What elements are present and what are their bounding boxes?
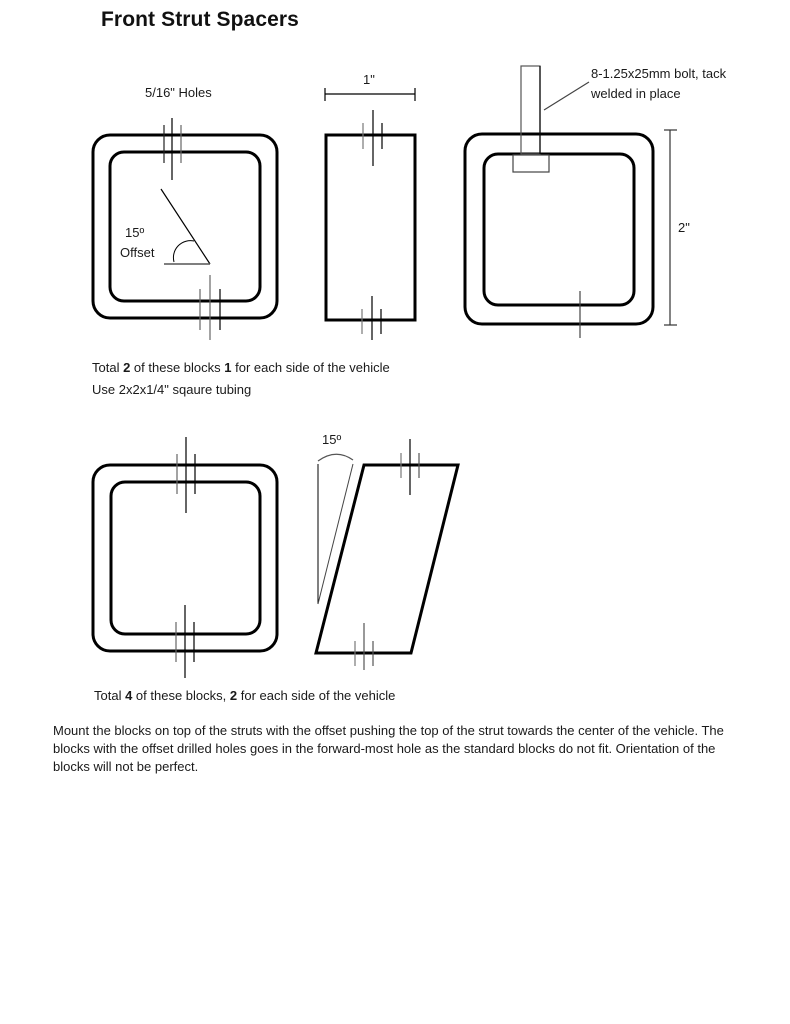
bottom-hole-marker — [362, 296, 381, 340]
block-set-1-note — [92, 360, 390, 375]
bottom-hole-marker — [176, 605, 194, 678]
angled-block-side-view — [316, 439, 458, 670]
angle-arc — [318, 454, 353, 461]
note-text: for each side of the vehicle — [231, 360, 390, 375]
offset-angle-line — [161, 189, 210, 264]
holes-label: 5/16" Holes — [145, 85, 212, 100]
tube-inner-wall — [484, 154, 634, 305]
width-dimension-label: 1" — [363, 72, 375, 87]
top-hole-marker — [401, 439, 419, 495]
block-side-outline — [326, 135, 415, 320]
height-dimension-label: 2" — [678, 220, 690, 235]
bolt-block-end-view — [465, 66, 677, 338]
block-count: 4 — [125, 688, 133, 703]
top-hole-marker — [164, 118, 181, 180]
bottom-hole-marker — [200, 275, 220, 340]
bolt-shank — [521, 66, 540, 154]
top-hole-marker — [177, 437, 195, 513]
block-set-2-note — [94, 688, 395, 703]
block-count: 2 — [123, 360, 131, 375]
bolt-label-line-1: 8-1.25x25mm bolt, tack — [591, 66, 727, 81]
per-side-count: 1 — [224, 360, 232, 375]
page-title: Front Strut Spacers — [101, 8, 299, 31]
top-hole-marker — [363, 110, 382, 166]
bottom-hole-marker — [355, 623, 373, 670]
offset-angle-arc — [173, 241, 194, 262]
angle-label: 15º — [322, 432, 342, 447]
bolt-head — [513, 155, 549, 172]
instructions-paragraph: Mount the blocks on top of the struts with the offset pushing the top of the strut towards the center of the vehicle. The blocks with the offset drilled holes goes in the forward-most hole as the standard blocks do not fit. Orientation of the blocks will not be perfect. — [53, 723, 724, 774]
standard-block-side-view — [325, 88, 415, 340]
tube-outer-wall — [465, 134, 653, 324]
note-text: Total — [94, 688, 126, 703]
bolt-leader-line — [544, 82, 589, 110]
material-note: Use 2x2x1/4" sqaure tubing — [92, 382, 252, 397]
bolt-label-line-2: welded in place — [591, 86, 681, 101]
offset-word-label: Offset — [120, 245, 155, 260]
angled-block-outline — [316, 465, 458, 653]
note-text: for each side of the vehicle — [237, 688, 396, 703]
per-side-count: 2 — [229, 688, 238, 703]
offset-hole-block-end-view — [93, 118, 277, 340]
note-text: of these blocks, — [132, 688, 230, 703]
angled-block-end-view — [93, 437, 277, 678]
offset-angle-label: 15º — [125, 225, 145, 240]
note-text: Total — [92, 360, 124, 375]
note-text: of these blocks — [130, 360, 225, 375]
